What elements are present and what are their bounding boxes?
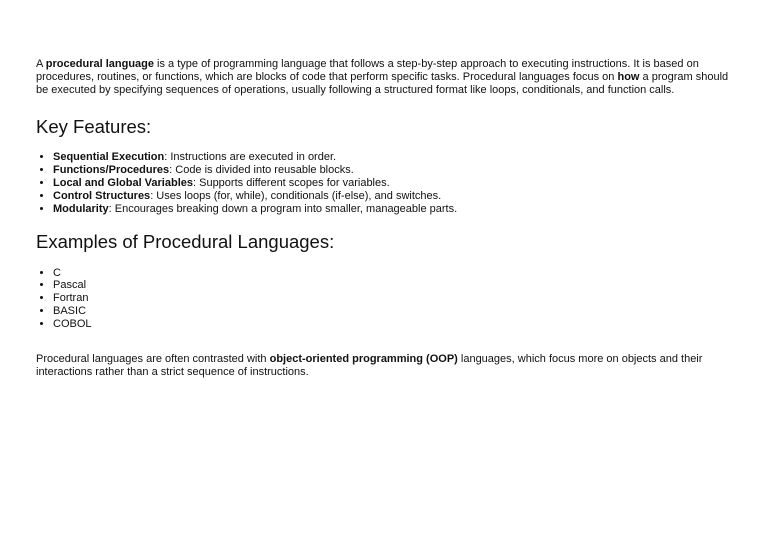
intro-text: is a type of programming language that follows a step-by-step approach to executing instructions. It is based on procedures, routines, or functions, which are blocks of code that perform specific tasks. Procedural languages focus on xyxy=(36,58,699,83)
feature-term: Modularity xyxy=(53,202,109,215)
feature-item xyxy=(53,164,732,177)
feature-term: Functions/Procedures xyxy=(53,163,170,176)
examples-heading: Examples of Procedural Languages: xyxy=(36,230,335,252)
feature-desc: : Code is divided into reusable blocks. xyxy=(169,163,354,176)
outro-text: languages, which focus more on objects and their interactions rather than a strict sequence of instructions. xyxy=(36,353,703,379)
intro-term-procedural-language: procedural language xyxy=(45,58,154,70)
feature-item xyxy=(53,203,732,216)
outro-paragraph xyxy=(36,353,732,379)
example-item: • Fortran xyxy=(53,292,732,305)
feature-desc: : Encourages breaking down a program into smaller, manageable parts. xyxy=(108,202,458,215)
example-item: • C xyxy=(53,267,732,280)
examples-list xyxy=(36,267,732,332)
feature-term: Local and Global Variables xyxy=(53,176,193,189)
feature-desc: : Uses loops (for, while), conditionals (if-else), and switches. xyxy=(150,189,442,202)
example-item: • COBOL xyxy=(53,318,732,331)
key-features-heading: Key Features: xyxy=(36,116,152,137)
feature-desc: : Instructions are executed in order. xyxy=(164,151,337,163)
feature-term: Control Structures xyxy=(53,189,151,202)
intro-emphasis-how: how xyxy=(617,71,640,83)
feature-item xyxy=(53,190,732,203)
example-item: • BASIC xyxy=(53,305,732,318)
intro-paragraph xyxy=(36,58,732,97)
feature-item xyxy=(53,151,732,164)
feature-desc: : Supports different scopes for variables. xyxy=(193,176,390,189)
feature-item xyxy=(53,177,732,190)
outro-text: Procedural languages are often contrasted with xyxy=(36,353,270,366)
intro-text: a program should be executed by specifying sequences of operations, usually following a structured format like loops, conditionals, and function calls. xyxy=(36,71,729,96)
key-features-list xyxy=(36,151,732,216)
feature-term: Sequential Execution xyxy=(53,151,165,163)
outro-term-oop: object-oriented programming (OOP) xyxy=(269,353,458,366)
intro-text: A xyxy=(36,58,46,70)
example-item: • Pascal xyxy=(53,279,732,292)
